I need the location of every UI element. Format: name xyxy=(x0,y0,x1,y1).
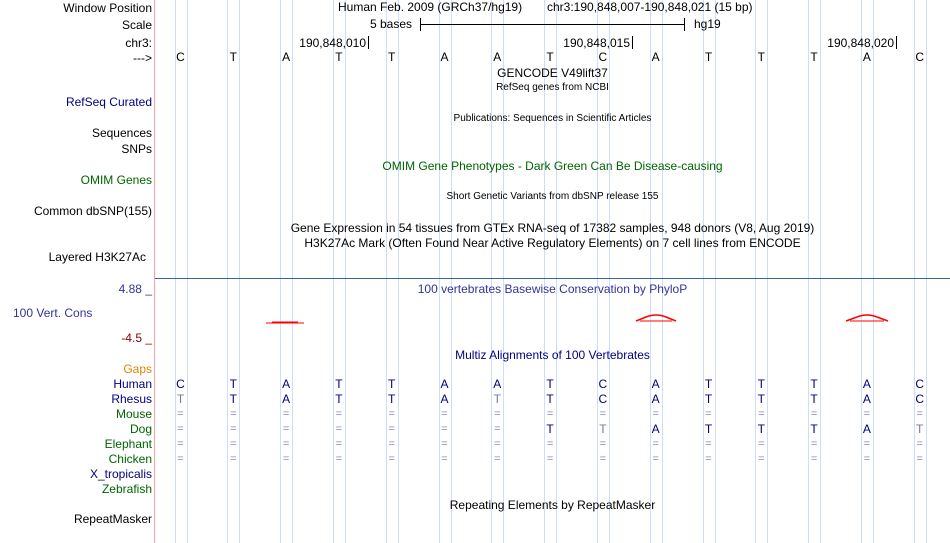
ruler-tick-label: 190,848,020 xyxy=(827,36,894,50)
species-label[interactable]: Chicken xyxy=(108,452,152,466)
alignment-base: T xyxy=(916,422,924,436)
alignment-base: T xyxy=(335,377,343,391)
repeatmasker-track-title[interactable]: Repeating Elements by RepeatMasker xyxy=(449,498,656,512)
alignment-base: = xyxy=(282,423,290,435)
alignment-base: = xyxy=(916,453,923,465)
alignment-base: = xyxy=(546,438,554,450)
alignment-base: T xyxy=(335,392,343,406)
cons-min-value: -4.5 _ xyxy=(121,331,152,345)
alignment-base: C xyxy=(598,392,608,406)
alignment-base: C xyxy=(176,377,185,391)
alignment-base: T xyxy=(810,422,818,436)
alignment-base: T xyxy=(757,392,765,406)
base-letter: T xyxy=(229,50,237,64)
alignment-base: T xyxy=(229,377,237,391)
species-label[interactable]: Rhesus xyxy=(111,392,152,406)
alignment-base: = xyxy=(810,438,818,450)
alignment-base: C xyxy=(598,377,608,391)
base-letter: C xyxy=(176,50,185,64)
window-position-label: Window Position xyxy=(63,1,152,15)
alignment-base: A xyxy=(440,392,449,406)
alignment-base: = xyxy=(230,423,237,435)
alignment-base: = xyxy=(758,453,765,465)
strand-label: ---> xyxy=(133,51,152,65)
dbsnp-track-title[interactable]: Short Genetic Variants from dbSNP release 155 xyxy=(446,191,659,202)
base-letter: A xyxy=(862,50,871,64)
assembly-title: Human Feb. 2009 (GRCh37/hg19) xyxy=(338,0,523,14)
alignment-base: A xyxy=(862,422,871,436)
gaps-label[interactable]: Gaps xyxy=(123,362,152,376)
alignment-base: = xyxy=(810,453,818,465)
alignment-base: = xyxy=(282,408,290,420)
alignment-base: T xyxy=(757,377,765,391)
alignment-base: T xyxy=(810,377,818,391)
alignment-base: = xyxy=(230,438,237,450)
alignment-base: T xyxy=(546,422,554,436)
alignment-base: = xyxy=(652,453,659,465)
alignment-base: A xyxy=(493,377,502,391)
species-label[interactable]: Elephant xyxy=(104,437,152,451)
base-letter: A xyxy=(651,50,660,64)
alignment-base: T xyxy=(704,422,713,436)
species-label[interactable]: Zebrafish xyxy=(101,482,152,496)
ruler-tick-label: 190,848,010 xyxy=(299,36,366,50)
alignment-base: = xyxy=(705,408,712,420)
phylop-track-title[interactable]: 100 vertebrates Basewise Conservation by PhyloP xyxy=(417,282,688,296)
publications-track-title[interactable]: Publications: Sequences in Scientific Articles xyxy=(453,113,652,124)
alignment-base: T xyxy=(388,377,396,391)
scale-text: 5 bases xyxy=(370,17,413,31)
base-letter: T xyxy=(704,50,713,64)
position-readout: chr3:190,848,007-190,848,021 (15 bp) xyxy=(547,0,753,14)
alignment-base: A xyxy=(651,377,660,391)
omim-genes-label[interactable]: OMIM Genes xyxy=(80,173,152,187)
base-letter: C xyxy=(915,50,925,64)
alignment-base: = xyxy=(441,453,448,465)
alignment-base: = xyxy=(810,408,818,420)
base-letter: T xyxy=(757,50,765,64)
common-dbsnp-label[interactable]: Common dbSNP(155) xyxy=(33,204,152,218)
refseq-ncbi-track-title[interactable]: RefSeq genes from NCBI xyxy=(496,82,609,93)
alignment-base: A xyxy=(862,377,871,391)
alignment-base: = xyxy=(335,453,343,465)
base-letter: A xyxy=(282,50,291,64)
alignment-base: T xyxy=(704,392,713,406)
alignment-base: = xyxy=(705,438,712,450)
alignment-base: = xyxy=(177,423,184,435)
alignment-base: = xyxy=(599,453,607,465)
alignment-base: = xyxy=(863,438,871,450)
alignment-base: = xyxy=(388,453,395,465)
alignment-base: = xyxy=(758,408,765,420)
base-letter: T xyxy=(546,50,554,64)
alignment-base: = xyxy=(652,438,659,450)
alignment-base: A xyxy=(282,392,291,406)
base-letter: A xyxy=(493,50,502,64)
conservation-peak xyxy=(846,315,888,321)
alignment-base: = xyxy=(916,438,923,450)
alignment-base: A xyxy=(651,392,660,406)
alignment-base: A xyxy=(651,422,660,436)
conservation-peak xyxy=(636,315,676,321)
alignment-base: = xyxy=(388,423,395,435)
alignment-base: = xyxy=(335,423,343,435)
species-label[interactable]: Dog xyxy=(129,422,152,436)
alignment-base: = xyxy=(441,423,448,435)
alignment-base: = xyxy=(441,408,448,420)
base-letter: C xyxy=(598,50,608,64)
alignment-base: T xyxy=(757,422,765,436)
alignment-base: = xyxy=(599,408,607,420)
alignment-base: T xyxy=(493,392,501,406)
alignment-base: = xyxy=(494,453,501,465)
gtex-track-title[interactable]: Gene Expression in 54 tissues from GTEx RNA-seq of 17382 samples, 948 donors (V8, Aug 2019) xyxy=(290,221,815,235)
alignment-base: = xyxy=(546,408,554,420)
alignment-base: = xyxy=(388,438,395,450)
base-letter: T xyxy=(810,50,818,64)
alignment-base: = xyxy=(494,438,501,450)
alignment-base: = xyxy=(230,408,237,420)
alignment-base: = xyxy=(599,438,607,450)
alignment-base: T xyxy=(810,392,818,406)
alignment-base: = xyxy=(494,423,501,435)
alignment-base: = xyxy=(282,453,290,465)
alignment-base: A xyxy=(440,377,449,391)
species-label[interactable]: Human xyxy=(113,377,152,391)
alignment-base: T xyxy=(176,392,185,406)
alignment-base: = xyxy=(335,438,343,450)
alignment-base: C xyxy=(915,392,925,406)
db-label: hg19 xyxy=(694,17,721,31)
multiz-track-title[interactable]: Multiz Alignments of 100 Vertebrates xyxy=(455,348,650,362)
alignment-base: = xyxy=(863,453,871,465)
sequences-label[interactable]: Sequences xyxy=(91,126,152,140)
alignment-base: = xyxy=(758,438,765,450)
layered-h3k27ac-label[interactable]: Layered H3K27Ac xyxy=(48,250,146,264)
alignment-base: = xyxy=(282,438,290,450)
alignment-base: T xyxy=(599,422,607,436)
alignment-base: T xyxy=(704,377,713,391)
h3k27ac-track-title[interactable]: H3K27Ac Mark (Often Found Near Active Regulatory Elements) on 7 cell lines from ENCODE xyxy=(304,236,801,250)
base-letter: T xyxy=(335,50,343,64)
refseq-curated-label[interactable]: RefSeq Curated xyxy=(65,95,152,109)
alignment-base: A xyxy=(282,377,291,391)
alignment-base: = xyxy=(177,438,184,450)
gencode-track-title[interactable]: GENCODE V49lift37 xyxy=(497,66,608,80)
alignment-base: T xyxy=(546,377,554,391)
alignment-base: = xyxy=(177,408,184,420)
alignment-base: = xyxy=(863,408,871,420)
alignment-base: = xyxy=(705,453,712,465)
species-label[interactable]: X_tropicalis xyxy=(89,467,152,481)
scale-label: Scale xyxy=(121,18,152,32)
alignment-base: T xyxy=(229,392,237,406)
vert-cons-label[interactable]: 100 Vert. Cons xyxy=(13,306,93,320)
alignment-base: = xyxy=(177,453,184,465)
alignment-base: C xyxy=(915,377,925,391)
chrom-label: chr3: xyxy=(125,36,152,50)
alignment-base: = xyxy=(916,408,923,420)
ruler-tick-label: 190,848,015 xyxy=(563,36,630,50)
snps-label[interactable]: SNPs xyxy=(121,142,152,156)
base-letter: T xyxy=(388,50,396,64)
alignment-base: = xyxy=(546,453,554,465)
cons-max-value: 4.88 _ xyxy=(118,282,152,296)
alignment-base: = xyxy=(335,408,343,420)
base-letter: A xyxy=(440,50,449,64)
omim-phenotypes-track-title[interactable]: OMIM Gene Phenotypes - Dark Green Can Be Disease-causing xyxy=(382,159,723,173)
alignment-base: = xyxy=(441,438,448,450)
species-label[interactable]: Mouse xyxy=(115,407,152,421)
alignment-base: = xyxy=(230,453,237,465)
alignment-base: T xyxy=(546,392,554,406)
alignment-base: = xyxy=(388,408,395,420)
alignment-base: T xyxy=(388,392,396,406)
alignment-base: = xyxy=(652,408,659,420)
repeatmasker-label[interactable]: RepeatMasker xyxy=(73,512,152,526)
alignment-base: = xyxy=(494,408,501,420)
alignment-base: A xyxy=(862,392,871,406)
